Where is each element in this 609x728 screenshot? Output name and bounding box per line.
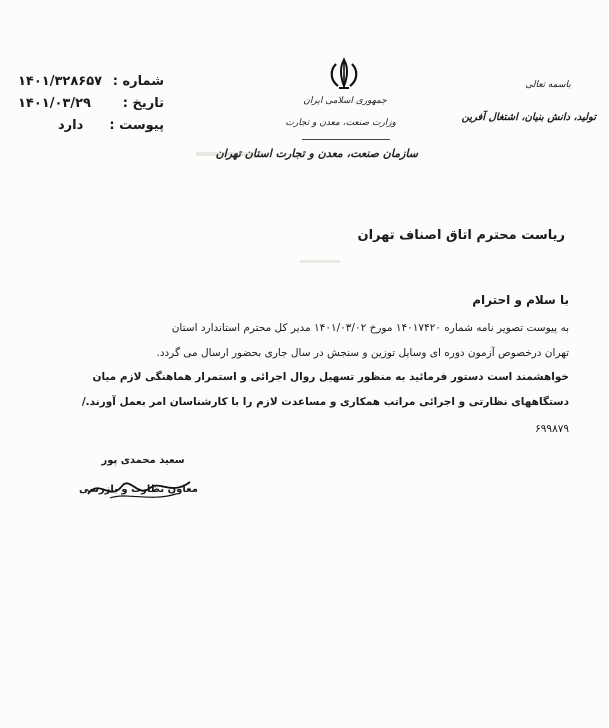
signer-title: معاون نظارت و بازرسی bbox=[78, 484, 198, 495]
number-row bbox=[14, 74, 164, 94]
attachment-row bbox=[14, 118, 164, 138]
body-line: تهران درخصوص آزمون دوره ای وسایل توزین و سنجش در سال جاری بحضور ارسال می گردد. bbox=[156, 347, 569, 359]
date-label: تاریخ : bbox=[122, 96, 164, 111]
date-value: ۱۴۰۱/۰۳/۲۹ bbox=[18, 96, 91, 111]
scan-artifact bbox=[300, 260, 340, 263]
body-line: دستگاههای نظارتی و اجرائی مراتب همکاری و مساعدت لازم را با کارشناسان امر بعمل آورند./ bbox=[81, 396, 569, 408]
number-label: شماره : bbox=[112, 74, 164, 89]
date-row bbox=[14, 96, 164, 116]
greeting: با سلام و احترام bbox=[472, 293, 569, 307]
header-divider bbox=[302, 139, 390, 140]
body-line: به پیوست تصویر نامه شماره ۱۴۰۱۷۴۲۰ مورخ ۱۴۰۱/۰۳/۰۲ مدیر کل محترم استاندارد استان bbox=[171, 322, 569, 334]
basmala: باسمه تعالی bbox=[525, 80, 571, 90]
year-motto: تولید، دانش بنیان، اشتغال آفرین bbox=[461, 112, 596, 123]
attachment-value: دارد bbox=[58, 118, 84, 133]
organization-title: سازمان صنعت، معدن و تجارت استان تهران bbox=[215, 147, 418, 160]
reference-code: ۶۹۹۸۷۹ bbox=[535, 423, 569, 435]
addressee: ریاست محترم اتاق اصناف تهران bbox=[357, 228, 565, 243]
number-value: ۱۴۰۱/۳۲۸۶۵۷ bbox=[18, 74, 103, 89]
iran-emblem-icon bbox=[326, 56, 362, 92]
body-line: خواهشمند است دستور فرمائید به منظور تسهیل روال اجرائی و استمرار هماهنگی لازم میان bbox=[92, 371, 569, 383]
ministry-title: وزارت صنعت، معدن و تجارت bbox=[285, 118, 396, 128]
signer-name: سعید محمدی پور bbox=[101, 455, 185, 466]
republic-title: جمهوری اسلامی ایران bbox=[303, 96, 387, 106]
attachment-label: پیوست : bbox=[109, 118, 164, 133]
